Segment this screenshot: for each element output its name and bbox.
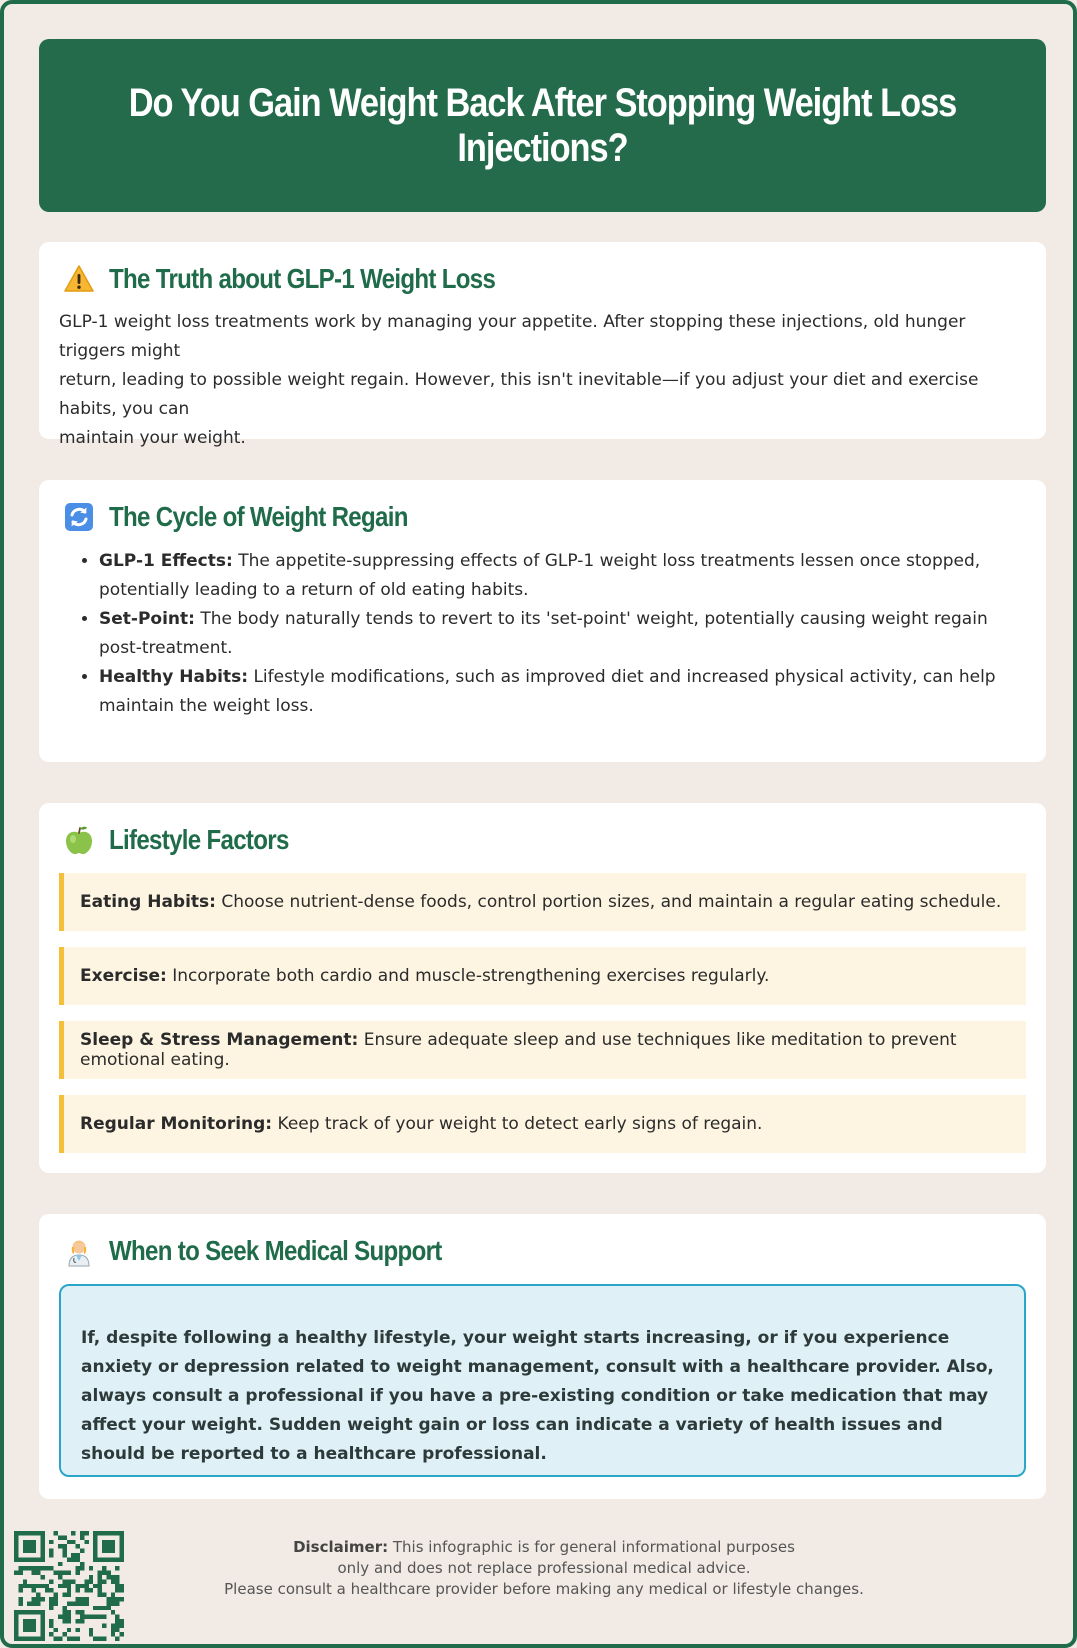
truth-card (39, 242, 1046, 448)
disclaimer-text: Please consult a healthcare provider before making any medical or lifestyle changes. (224, 1580, 864, 1598)
list-item (99, 663, 1026, 721)
disclaimer-label: Disclaimer: (293, 1538, 389, 1556)
support-card-header (63, 1235, 496, 1267)
qr-code-icon (14, 1531, 124, 1641)
factor-item (59, 1095, 1026, 1153)
factor-label: Regular Monitoring: (80, 1114, 273, 1134)
disclaimer-text: only and does not replace professional medical advice. (337, 1559, 751, 1577)
factor-item (59, 947, 1026, 1005)
factor-text: Keep track of your weight to detect early signs of regain. (277, 1114, 763, 1134)
list-item (99, 547, 1026, 605)
lifestyle-card (39, 803, 1046, 1173)
cycle-card (39, 480, 1046, 762)
factor-label: Exercise: (80, 966, 167, 986)
cycle-card-header (63, 501, 456, 533)
item-text: The appetite-suppressing effects of GLP-1 weight loss treatments lessen once stopped, potentially leading to a return of old eating habits. (99, 551, 981, 600)
item-text: Lifestyle modifications, such as improved diet and increased physical activity, can help maintain the weight loss. (99, 667, 996, 716)
item-label: GLP-1 Effects: (99, 551, 233, 571)
truth-heading: The Truth about GLP-1 Weight Loss (109, 263, 496, 294)
truth-text-line: GLP-1 weight loss treatments work by managing your appetite. After stopping these injections, old hunger triggers might (59, 312, 966, 361)
item-text: The body naturally tends to revert to its 'set-point' weight, potentially causing weight regain post-treatment. (99, 609, 988, 658)
truth-card-header (63, 263, 558, 295)
factor-label: Sleep & Stress Management: (80, 1030, 359, 1050)
page-title: Do You Gain Weight Back After Stopping Weight Loss Injections? (128, 80, 957, 170)
factor-item (59, 873, 1026, 931)
list-item (99, 605, 1026, 663)
lifestyle-card-header (63, 824, 318, 856)
item-label: Healthy Habits: (99, 667, 249, 687)
item-label: Set-Point: (99, 609, 195, 629)
support-heading: When to Seek Medical Support (109, 1235, 442, 1266)
factor-text: Choose nutrient-dense foods, control portion sizes, and maintain a regular eating schedule. (221, 892, 1002, 912)
factor-label: Eating Habits: (80, 892, 216, 912)
lifestyle-heading: Lifestyle Factors (109, 824, 289, 855)
header-banner (39, 39, 1046, 212)
factor-item (59, 1021, 1026, 1079)
truth-text-line: return, leading to possible weight regain. However, this isn't inevitable—if you adjust your diet and exercise habits, you can (59, 370, 979, 419)
cycle-arrows-icon (63, 501, 95, 533)
support-callout (59, 1284, 1026, 1477)
factor-text: Ensure adequate sleep and use techniques like meditation to prevent emotional eating. (80, 1030, 957, 1070)
green-apple-icon (63, 824, 95, 856)
support-card (39, 1214, 1046, 1499)
disclaimer-text: This infographic is for general informational purposes (392, 1538, 795, 1556)
warning-icon (63, 263, 95, 295)
truth-text (59, 308, 1026, 453)
cycle-heading: The Cycle of Weight Regain (109, 501, 408, 532)
cycle-list (59, 547, 1026, 721)
support-text: If, despite following a healthy lifestyle, your weight starts increasing, or if you experience anxiety or depression related to weight management, consult with a healthcare provider. Also, always consult a professional if you have a pre-existing condition or take medication that may affect your weight. Sudden weight gain or loss can indicate a variety of health issues and should be reported to a healthcare professional. (81, 1328, 994, 1464)
doctor-icon (63, 1235, 95, 1267)
factor-text: Incorporate both cardio and muscle-strengthening exercises regularly. (172, 966, 770, 986)
disclaimer (184, 1537, 904, 1600)
truth-text-line: maintain your weight. (59, 428, 246, 448)
